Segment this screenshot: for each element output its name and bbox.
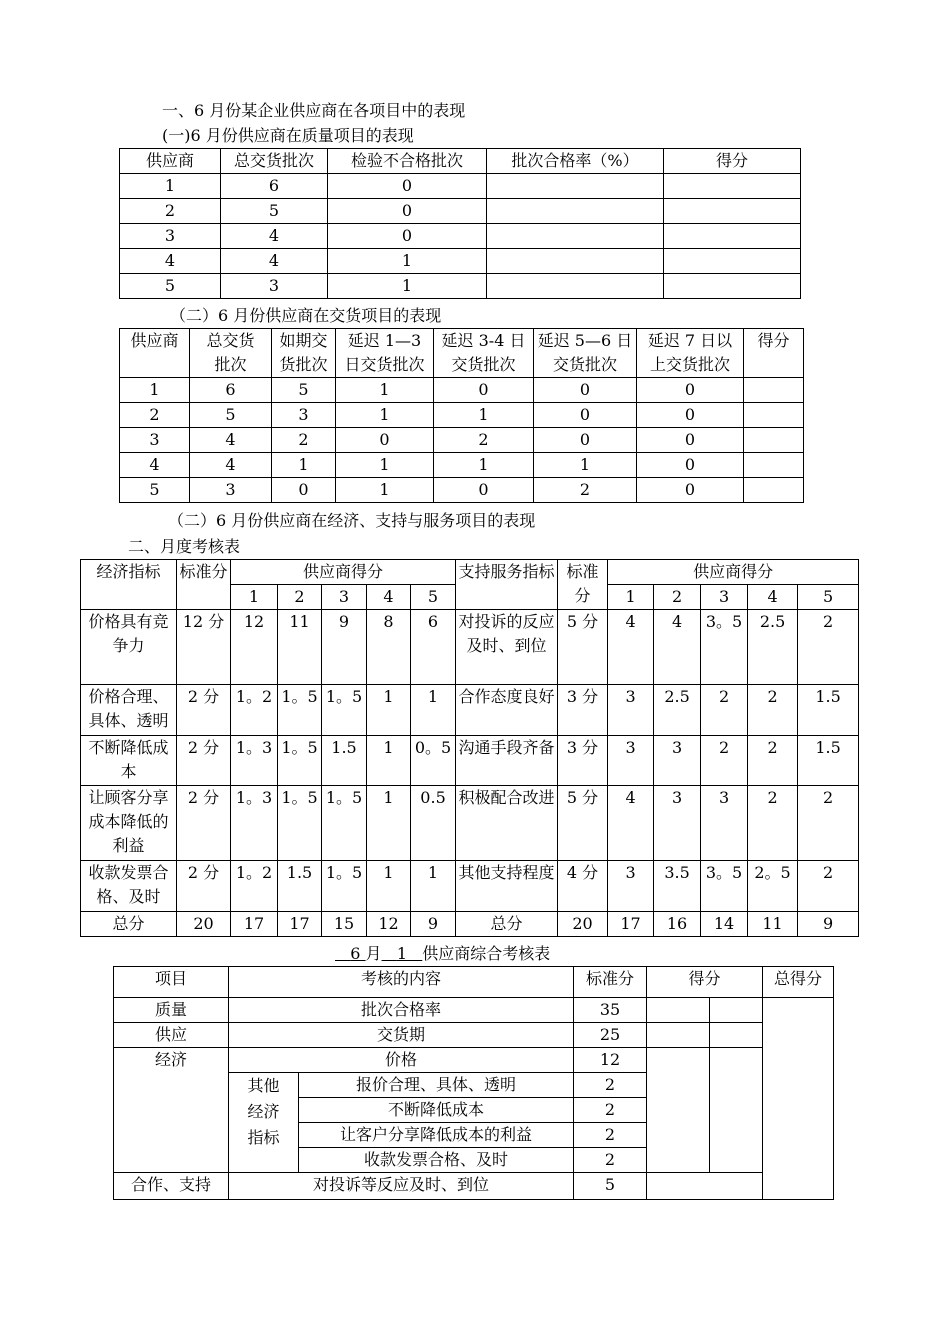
std-cell: 2	[574, 1073, 647, 1098]
cell: 0	[434, 478, 534, 503]
cell: 0	[637, 428, 744, 453]
cell: 3	[221, 274, 328, 299]
cell: 3	[120, 224, 221, 249]
std-score: 5 分	[558, 786, 608, 861]
table-row	[120, 224, 801, 249]
score-cell	[647, 1048, 710, 1173]
econ-item: 收款发票合格、及时	[81, 861, 177, 912]
cell: 1.5	[278, 861, 322, 912]
delivery-header: 延迟 5—6 日 交货批次	[534, 329, 637, 378]
cell	[487, 174, 664, 199]
cell: 0	[637, 453, 744, 478]
std-cell: 2	[574, 1098, 647, 1123]
cell: 4	[608, 786, 654, 861]
cell	[744, 428, 804, 453]
cell	[664, 224, 801, 249]
cell: 0	[534, 378, 637, 403]
supplier-num: 3	[322, 585, 367, 610]
cell: 5	[272, 378, 336, 403]
cell: 2	[120, 199, 221, 224]
summary-header-row	[114, 967, 834, 998]
supplier-num: 3	[701, 585, 748, 610]
cell: 1	[120, 378, 190, 403]
cell: 1	[336, 378, 434, 403]
support-item: 对投诉的反应及时、到位	[456, 610, 558, 685]
supplier-num: 1	[231, 585, 278, 610]
cell	[487, 249, 664, 274]
table-row	[81, 736, 859, 786]
summary-header: 得分	[647, 967, 763, 998]
delivery-header-row	[120, 329, 804, 378]
table-row	[81, 610, 859, 685]
std-score: 2 分	[177, 786, 231, 861]
cell: 0	[272, 478, 336, 503]
cell: 16	[654, 912, 701, 937]
quality-header: 供应商	[120, 149, 221, 174]
cell: 3。5	[701, 861, 748, 912]
supplier-num: 5	[798, 585, 859, 610]
delivery-header: 延迟 7 日以 上交货批次	[637, 329, 744, 378]
cell: 3	[654, 736, 701, 786]
table-row	[120, 249, 801, 274]
delivery-header: 如期交 货批次	[272, 329, 336, 378]
monthly-header-row	[81, 560, 859, 585]
cell: 0	[328, 224, 487, 249]
std-header: 标准分	[558, 560, 608, 610]
cell: 4	[190, 453, 272, 478]
cell: 1.5	[798, 685, 859, 736]
std-header: 标准分	[177, 560, 231, 610]
cell: 1。5	[278, 736, 322, 786]
cell: 11	[278, 610, 322, 685]
cell: 0	[328, 174, 487, 199]
score-cell	[647, 1173, 710, 1200]
cell: 2	[748, 786, 798, 861]
cell: 2	[748, 736, 798, 786]
cell: 0	[637, 378, 744, 403]
cell: 2	[120, 403, 190, 428]
cell: 3	[608, 685, 654, 736]
supplier-num: 2	[654, 585, 701, 610]
cell: 17	[608, 912, 654, 937]
cell: 4	[120, 453, 190, 478]
table-row	[120, 403, 804, 428]
cell	[664, 199, 801, 224]
cell: 3	[272, 403, 336, 428]
cell: 9	[322, 610, 367, 685]
score-cell	[710, 998, 763, 1023]
table-row	[120, 174, 801, 199]
econ-header: 经济指标	[81, 560, 177, 610]
table-row	[120, 378, 804, 403]
content-cell: 对投诉等反应及时、到位	[229, 1173, 574, 1200]
cell: 0	[534, 403, 637, 428]
cell	[487, 274, 664, 299]
delivery-header: 延迟 3-4 日 交货批次	[434, 329, 534, 378]
cell: 1	[336, 403, 434, 428]
std-cell: 25	[574, 1023, 647, 1048]
cell	[664, 174, 801, 199]
cell: 1。3	[231, 736, 278, 786]
cell: 1。5	[278, 685, 322, 736]
cell: 8	[367, 610, 411, 685]
table-row	[81, 786, 859, 861]
quality-header: 检验不合格批次	[328, 149, 487, 174]
cell: 1	[272, 453, 336, 478]
supplier-num: 4	[367, 585, 411, 610]
std-score: 2 分	[177, 685, 231, 736]
cell	[664, 249, 801, 274]
cell: 4	[221, 224, 328, 249]
table-row	[120, 274, 801, 299]
support-item: 其他支持程度	[456, 861, 558, 912]
supplier-num: 2	[278, 585, 322, 610]
cell: 4	[608, 610, 654, 685]
std-score: 3 分	[558, 685, 608, 736]
quality-header: 得分	[664, 149, 801, 174]
quality-table-title: (一)6 月份供应商在质量项目的表现	[162, 126, 414, 145]
cell: 1	[328, 249, 487, 274]
table-row	[120, 453, 804, 478]
cell: 1。5	[322, 786, 367, 861]
cell: 3。5	[701, 610, 748, 685]
cell: 4	[190, 428, 272, 453]
std-cell: 35	[574, 998, 647, 1023]
table-row	[114, 1048, 834, 1073]
cell: 2	[798, 861, 859, 912]
support-item: 积极配合改进	[456, 786, 558, 861]
cell: 1	[411, 685, 456, 736]
supplier-num: 5	[411, 585, 456, 610]
cell: 0	[534, 428, 637, 453]
cell: 5	[221, 199, 328, 224]
table-row	[81, 861, 859, 912]
heading-section-2: 二、月度考核表	[128, 537, 241, 556]
supplier-num: 1	[608, 585, 654, 610]
project-label: 供应	[114, 1023, 229, 1048]
std-cell: 12	[574, 1048, 647, 1073]
std-cell: 2	[574, 1148, 647, 1173]
delivery-header: 得分	[744, 329, 804, 378]
table-row	[120, 199, 801, 224]
cell: 17	[278, 912, 322, 937]
cell: 1.5	[322, 736, 367, 786]
cell: 2	[534, 478, 637, 503]
heading-section-1: 一、6 月份某企业供应商在各项目中的表现	[162, 101, 466, 120]
table-row	[81, 685, 859, 736]
cell: 4	[221, 249, 328, 274]
cell: 1.5	[798, 736, 859, 786]
cell: 2	[701, 736, 748, 786]
cell	[744, 478, 804, 503]
cell	[487, 199, 664, 224]
quality-header: 总交货批次	[221, 149, 328, 174]
cell: 2	[798, 610, 859, 685]
score-cell	[710, 1048, 763, 1173]
cell: 2。5	[748, 861, 798, 912]
total-row	[81, 912, 859, 937]
std-score: 5 分	[558, 610, 608, 685]
cell: 11	[748, 912, 798, 937]
project-label: 质量	[114, 998, 229, 1023]
support-item: 沟通手段齐备	[456, 736, 558, 786]
summary-header: 项目	[114, 967, 229, 998]
score-cell	[647, 998, 710, 1023]
cell: 1。5	[322, 861, 367, 912]
content-cell: 报价合理、具体、透明	[299, 1073, 574, 1098]
std-score: 3 分	[558, 736, 608, 786]
cell: 1。5	[322, 685, 367, 736]
cell: 1	[367, 736, 411, 786]
cell: 1。2	[231, 861, 278, 912]
cell: 0。5	[411, 736, 456, 786]
cell: 3	[654, 786, 701, 861]
cell: 1	[411, 861, 456, 912]
content-cell: 交货期	[229, 1023, 574, 1048]
delivery-header: 延迟 1—3 日交货批次	[336, 329, 434, 378]
cell: 6	[190, 378, 272, 403]
std-cell: 2	[574, 1123, 647, 1148]
std-score: 2 分	[177, 736, 231, 786]
cell: 5	[120, 478, 190, 503]
cell: 3	[608, 736, 654, 786]
cell: 1。2	[231, 685, 278, 736]
table-row	[114, 1023, 834, 1048]
other-econ-label: 其他经济指标	[229, 1073, 299, 1173]
cell: 3	[608, 861, 654, 912]
cell: 0	[336, 428, 434, 453]
delivery-table-title: （二）6 月份供应商在交货项目的表现	[170, 306, 442, 325]
cell: 3	[190, 478, 272, 503]
cell: 2	[701, 685, 748, 736]
econ-item: 价格合理、具体、透明	[81, 685, 177, 736]
content-cell: 收款发票合格、及时	[299, 1148, 574, 1173]
cell: 4	[654, 610, 701, 685]
delivery-header: 总交货 批次	[190, 329, 272, 378]
total-label: 总分	[456, 912, 558, 937]
total-std: 20	[558, 912, 608, 937]
quality-header: 批次合格率（%）	[487, 149, 664, 174]
cell: 1	[367, 786, 411, 861]
cell: 1	[434, 453, 534, 478]
econ-item: 不断降低成本	[81, 736, 177, 786]
std-score: 12 分	[177, 610, 231, 685]
cell: 14	[701, 912, 748, 937]
cell: 1	[367, 685, 411, 736]
econ-item: 价格具有竞争力	[81, 610, 177, 685]
total-score-cell	[763, 998, 834, 1200]
total-label: 总分	[81, 912, 177, 937]
summary-header: 标准分	[574, 967, 647, 998]
cell: 1	[328, 274, 487, 299]
cell: 4	[120, 249, 221, 274]
cell	[744, 453, 804, 478]
project-label: 经济	[114, 1048, 229, 1173]
econ-item: 让顾客分享成本降低的利益	[81, 786, 177, 861]
monthly-table	[80, 559, 859, 937]
cell: 2.5	[748, 610, 798, 685]
quality-table	[119, 148, 801, 299]
table-row	[114, 998, 834, 1023]
std-score: 4 分	[558, 861, 608, 912]
cell: 2.5	[654, 685, 701, 736]
total-std: 20	[177, 912, 231, 937]
cell: 1。3	[231, 786, 278, 861]
score-cell	[710, 1173, 763, 1200]
cell: 2	[272, 428, 336, 453]
cell: 2	[748, 685, 798, 736]
cell: 17	[231, 912, 278, 937]
content-cell: 不断降低成本	[299, 1098, 574, 1123]
table-row	[120, 428, 804, 453]
content-cell: 批次合格率	[229, 998, 574, 1023]
econ-section-title: （二）6 月份供应商在经济、支持与服务项目的表现	[168, 511, 536, 530]
cell: 1	[336, 453, 434, 478]
summary-title: 6 月 1 供应商综合考核表	[350, 944, 551, 963]
support-header: 支持服务指标	[456, 560, 558, 610]
std-score: 2 分	[177, 861, 231, 912]
cell: 0	[637, 403, 744, 428]
cell: 15	[322, 912, 367, 937]
project-label: 合作、支持	[114, 1173, 229, 1200]
support-item: 合作态度良好	[456, 685, 558, 736]
content-cell: 价格	[229, 1048, 574, 1073]
cell: 9	[411, 912, 456, 937]
cell: 5	[190, 403, 272, 428]
cell: 1	[120, 174, 221, 199]
table-row	[114, 1173, 834, 1200]
quality-header-row	[120, 149, 801, 174]
score-cell	[647, 1023, 710, 1048]
summary-header: 总得分	[763, 967, 834, 998]
cell: 5	[120, 274, 221, 299]
summary-header: 考核的内容	[229, 967, 574, 998]
cell: 2	[434, 428, 534, 453]
supplier-num: 4	[748, 585, 798, 610]
cell: 1	[367, 861, 411, 912]
cell: 6	[411, 610, 456, 685]
score-cell	[710, 1023, 763, 1048]
cell: 0.5	[411, 786, 456, 861]
cell: 0	[434, 378, 534, 403]
cell: 12	[231, 610, 278, 685]
cell: 0	[328, 199, 487, 224]
cell: 9	[798, 912, 859, 937]
table-row	[120, 478, 804, 503]
delivery-header: 供应商	[120, 329, 190, 378]
cell: 1	[336, 478, 434, 503]
content-cell: 让客户分享降低成本的利益	[299, 1123, 574, 1148]
cell: 2	[798, 786, 859, 861]
cell: 1	[534, 453, 637, 478]
cell	[664, 274, 801, 299]
std-cell: 5	[574, 1173, 647, 1200]
cell: 3.5	[654, 861, 701, 912]
cell: 3	[701, 786, 748, 861]
cell	[487, 224, 664, 249]
supplier-score-header: 供应商得分	[231, 560, 456, 585]
summary-table	[113, 966, 834, 1200]
cell: 1。5	[278, 786, 322, 861]
supplier-score-header: 供应商得分	[608, 560, 859, 585]
cell	[744, 378, 804, 403]
cell: 1	[434, 403, 534, 428]
cell: 12	[367, 912, 411, 937]
cell: 6	[221, 174, 328, 199]
cell: 3	[120, 428, 190, 453]
cell	[744, 403, 804, 428]
delivery-table	[119, 328, 804, 503]
cell: 0	[637, 478, 744, 503]
